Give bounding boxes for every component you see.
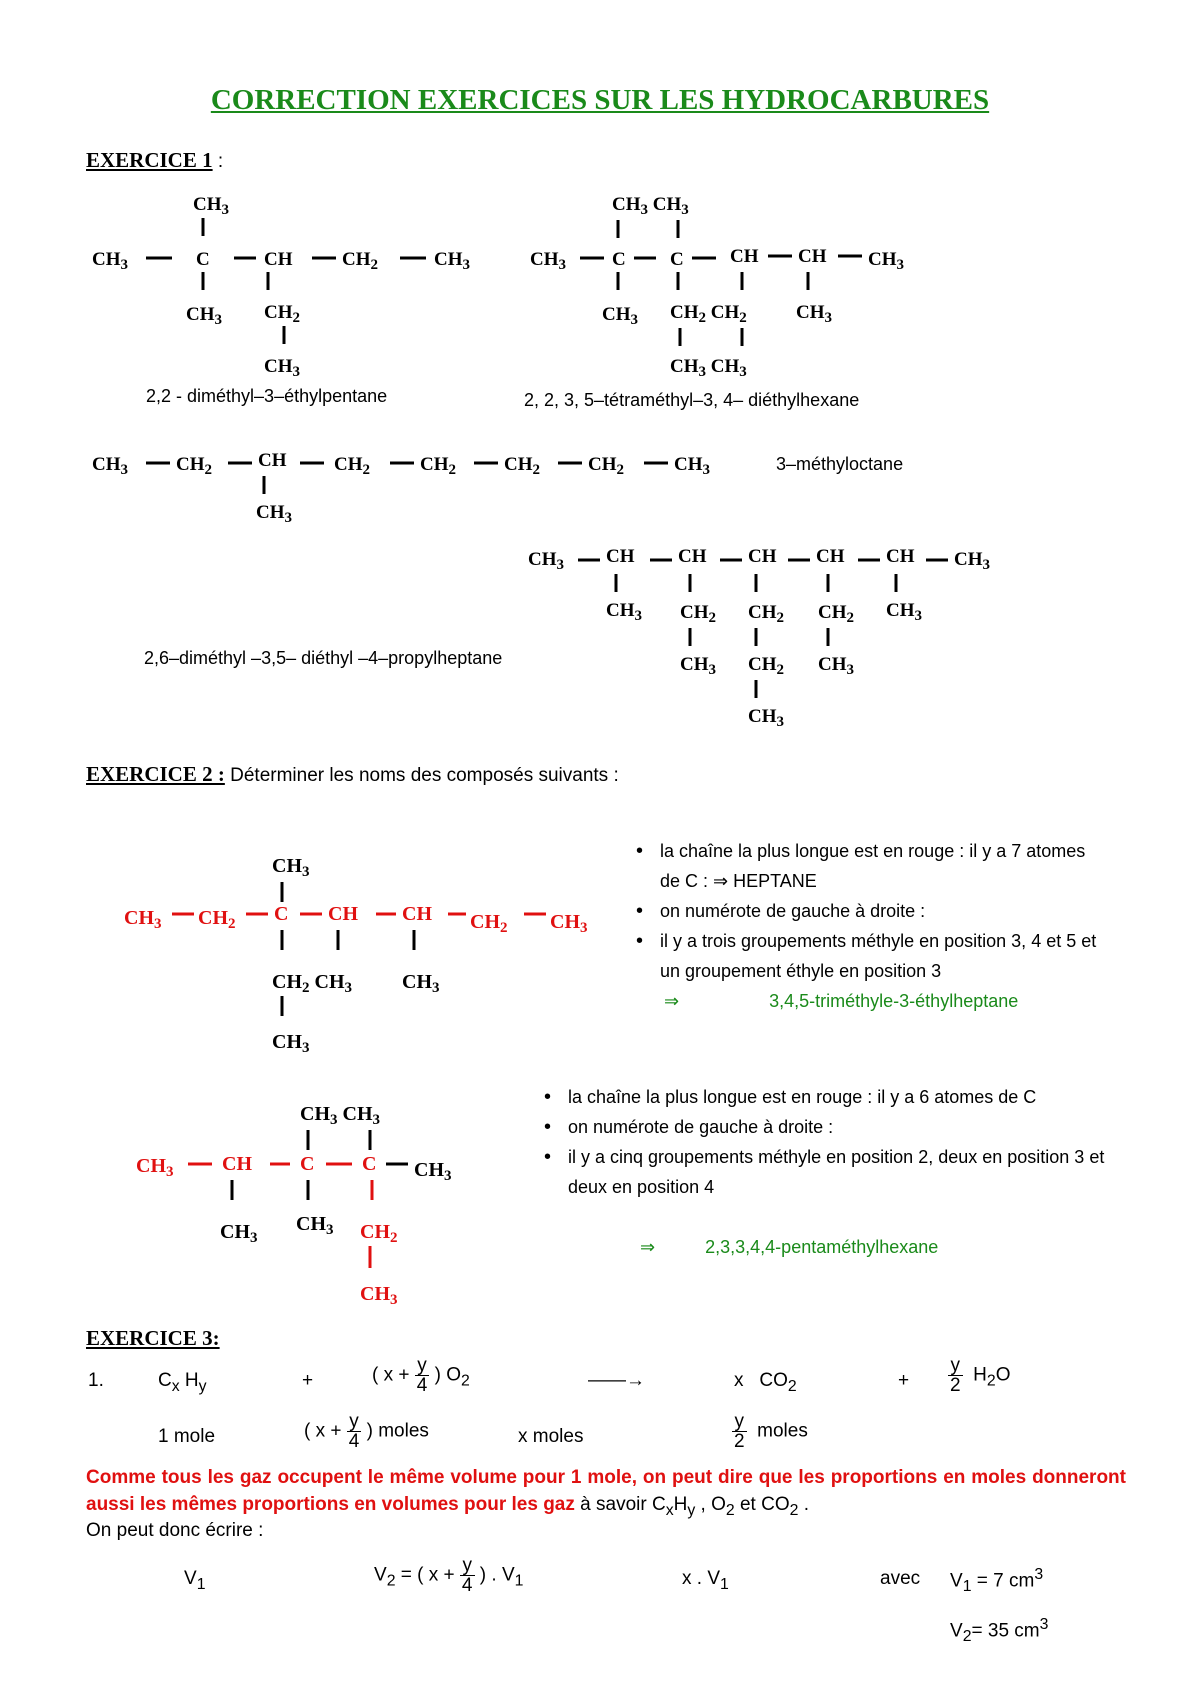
svg-text:CH3: $CH_3$ [92, 454, 128, 478]
svg-text:CH2: $CH_2$ [680, 602, 716, 626]
ex3-heading: EXERCICE 3: [86, 1326, 220, 1350]
plus-2: + [898, 1370, 910, 1391]
svg-text:CH3: $CH_3$ [272, 1031, 310, 1056]
ex2a-arrow: ⇒ [664, 991, 680, 1011]
svg-text:CH2: $CH_2$ [504, 454, 540, 478]
ex2-heading-rest: Déterminer les noms des composés suivants : [224, 765, 619, 786]
page-title: CORRECTION EXERCICES SUR LES HYDROCARBURES [210, 84, 990, 116]
m1-ch2: $CH_2$ [342, 249, 378, 273]
ex2b-arrow: ⇒ [640, 1237, 656, 1257]
mole-1: 1 mole [158, 1426, 216, 1447]
m2-name: 2, 2, 3, 5–tétraméthyl–3, 4– diéthylhexane [524, 390, 860, 410]
svg-text:CH3: $CH_3$ [602, 304, 638, 328]
h2o-product: $\frac{y}{2}$ $H_2O$ [950, 1355, 1011, 1396]
svg-text:CH: CH [222, 1153, 252, 1175]
svg-text:CH3: $CH_3$ [136, 1155, 174, 1180]
svg-text:CH: CH [678, 546, 707, 567]
svg-text:C: C [300, 1153, 315, 1175]
v2-expression: $V_2$ = ( x + $\frac{y}{4}$ ) . $V_1$ [374, 1555, 524, 1596]
svg-text:CH3: $CH_3$ [674, 454, 710, 478]
svg-text:CH2: $CH_2$ [176, 454, 212, 478]
co2-product: x $CO_2$ [734, 1370, 797, 1395]
svg-text:CH3: $CH_3$ [680, 654, 716, 678]
m1-ch3-top: $CH_3$ [193, 194, 229, 218]
ex3-para-black: à savoir C [574, 1494, 666, 1515]
svg-text:C: C [612, 249, 626, 270]
svg-text:CH3: $CH_3$ [748, 706, 784, 730]
molecule-ex2a [124, 855, 588, 1056]
ex2a-explanation [630, 836, 1100, 986]
ex2a-bullet-2: • on numérote de gauche à droite : [660, 896, 1100, 926]
reaction-arrow: ——→ [588, 1370, 645, 1391]
svg-text:CH3: $CH_3$ [220, 1221, 258, 1246]
svg-text:CH2: $CH_2$ [470, 911, 508, 936]
svg-text:CH3: $CH_3$ [818, 654, 854, 678]
ex3-paragraph: Comme tous les gaz occupent le même volume pour 1 mole, on peut dire que les proportions en moles donneront aussi les mêmes proportions en volumes pour les gaz à savoir $C_xH_y$ , $O_2$ et $CO_2$ . [86, 1467, 1126, 1519]
svg-text:CH3: $CH_3$ [296, 1213, 334, 1238]
ex1-heading-rest: : [212, 151, 224, 172]
svg-text:CH2: $CH_2$ [748, 654, 784, 678]
svg-text:CH3: $CH_3$ [796, 302, 832, 326]
svg-text:CH3: $CH_3$ [886, 600, 922, 624]
svg-text:CH: CH [258, 450, 287, 471]
m1-ch3-branch: $CH_3$ [264, 356, 300, 380]
molecule-ex2b [136, 1103, 452, 1308]
h2o-moles: $\frac{y}{2}$ moles [734, 1411, 808, 1452]
ex2a-answer-row [664, 986, 1018, 1016]
svg-text:CH2: $CH_2$ [334, 454, 370, 478]
svg-text:CH3: $CH_3$ [530, 249, 566, 273]
ex2b-bullet-3: • il y a cinq groupements méthyle en position 2, deux en position 3 et deux en position 4 [568, 1142, 1128, 1202]
ex2b-answer: 2,3,3,4,4-pentaméthylhexane [705, 1237, 939, 1257]
svg-text:CH3: $CH_3$ [954, 549, 990, 573]
v1-value: $V_1 = 7$ $cm^3$ [950, 1566, 1044, 1596]
m1-ch3-right: $CH_3$ [434, 249, 470, 273]
svg-text:CH3: $CH_3$ [124, 907, 162, 932]
ex2b-explanation [538, 1082, 1128, 1202]
svg-text:CH3: $CH_3$ [606, 600, 642, 624]
ex3-num: 1. [88, 1370, 104, 1391]
avec-label: avec [880, 1568, 921, 1589]
svg-text:CH2 CH2: $CH_2$ $CH_2$ [670, 302, 747, 326]
svg-text:CH: CH [328, 903, 358, 925]
ex2b-bullet-1: • la chaîne la plus longue est en rouge : il y a 6 atomes de C [568, 1082, 1128, 1112]
co2-volume: x . $V_1$ [682, 1568, 729, 1593]
svg-text:CH: CH [816, 546, 845, 567]
reactant-cxhy: $C_x$ $H_y$ [158, 1370, 207, 1395]
svg-text:C: C [362, 1153, 377, 1175]
ex1-heading: EXERCICE 1 [86, 148, 213, 172]
svg-text:CH3: $CH_3$ [414, 1159, 452, 1184]
svg-text:CH: CH [730, 246, 759, 267]
m1-ch3-bottom: $CH_3$ [186, 304, 222, 328]
svg-text:CH: CH [748, 546, 777, 567]
svg-text:CH2: $CH_2$ [360, 1221, 398, 1246]
ex2a-bullet-1: • la chaîne la plus longue est en rouge : il y a 7 atomes de C : ⇒ HEPTANE [660, 836, 1100, 896]
m3-name: 3–méthyloctane [776, 454, 904, 474]
m1-ch3: CH [264, 249, 293, 270]
m1-ch2-branch: $CH_2$ [264, 302, 300, 326]
m1-ch3-left: $CH_3$ [92, 249, 128, 273]
svg-text:CH3: $CH_3$ [256, 502, 292, 526]
svg-text:CH3 CH3: $CH_3$ $CH_3$ [670, 356, 747, 380]
ex2a-bullet-3: • il y a trois groupements méthyle en position 3, 4 et 5 et un groupement éthyle en position 3 [660, 926, 1100, 986]
svg-text:CH3: $CH_3$ [402, 971, 440, 996]
svg-text:CH3: $CH_3$ [550, 911, 588, 936]
svg-text:CH2: $CH_2$ [818, 602, 854, 626]
svg-text:CH2: $CH_2$ [198, 907, 236, 932]
svg-text:CH3 CH3: $CH_3$ $CH_3$ [300, 1103, 380, 1128]
m1-name: 2,2 - diméthyl–3–éthylpentane [146, 386, 388, 406]
ex2-heading: EXERCICE 2 : [86, 762, 225, 786]
svg-text:CH3: $CH_3$ [360, 1283, 398, 1308]
svg-text:CH3: $CH_3$ [528, 549, 564, 573]
o2-coefficient: ( x + $\frac{y}{4}$ ) $O_2$ [372, 1355, 470, 1396]
ex2a-answer: 3,4,5-triméthyle-3-éthylheptane [769, 991, 1019, 1011]
svg-text:CH2 CH3: $CH_2$ $CH_3$ [272, 971, 352, 996]
svg-text:CH: CH [606, 546, 635, 567]
plus-1: + [302, 1370, 314, 1391]
svg-text:CH: CH [402, 903, 432, 925]
svg-text:CH3: $CH_3$ [868, 249, 904, 273]
m4-name: 2,6–diméthyl –3,5– diéthyl –4–propylheptane [144, 648, 503, 668]
m1-c2: C [196, 249, 210, 270]
ex3-para-red: Comme tous les gaz occupent le même volume pour 1 mole, on peut dire que les proportions en moles donneront aussi les mêmes proportions en volumes pour les gaz [86, 1467, 1126, 1515]
svg-text:CH: CH [886, 546, 915, 567]
ex2b-answer-row [640, 1232, 938, 1262]
on-peut-ecrire: On peut donc écrire : [86, 1520, 264, 1541]
svg-text:CH2: $CH_2$ [748, 602, 784, 626]
v1-label: $V_1$ [184, 1568, 206, 1593]
o2-moles: ( x + $\frac{y}{4}$ ) moles [304, 1411, 429, 1452]
svg-text:C: C [670, 249, 684, 270]
co2-moles: x moles [518, 1426, 584, 1447]
svg-text:CH2: $CH_2$ [588, 454, 624, 478]
ex2b-bullet-2: • on numérote de gauche à droite : [568, 1112, 1128, 1142]
svg-text:CH2: $CH_2$ [420, 454, 456, 478]
svg-text:C: C [274, 903, 289, 925]
svg-text:CH3: $CH_3$ [272, 855, 310, 880]
svg-text:CH3 CH3: $CH_3$ $CH_3$ [612, 194, 689, 218]
v2-value: $V_2= 35$ $cm^3$ [950, 1616, 1049, 1646]
svg-text:CH: CH [798, 246, 827, 267]
